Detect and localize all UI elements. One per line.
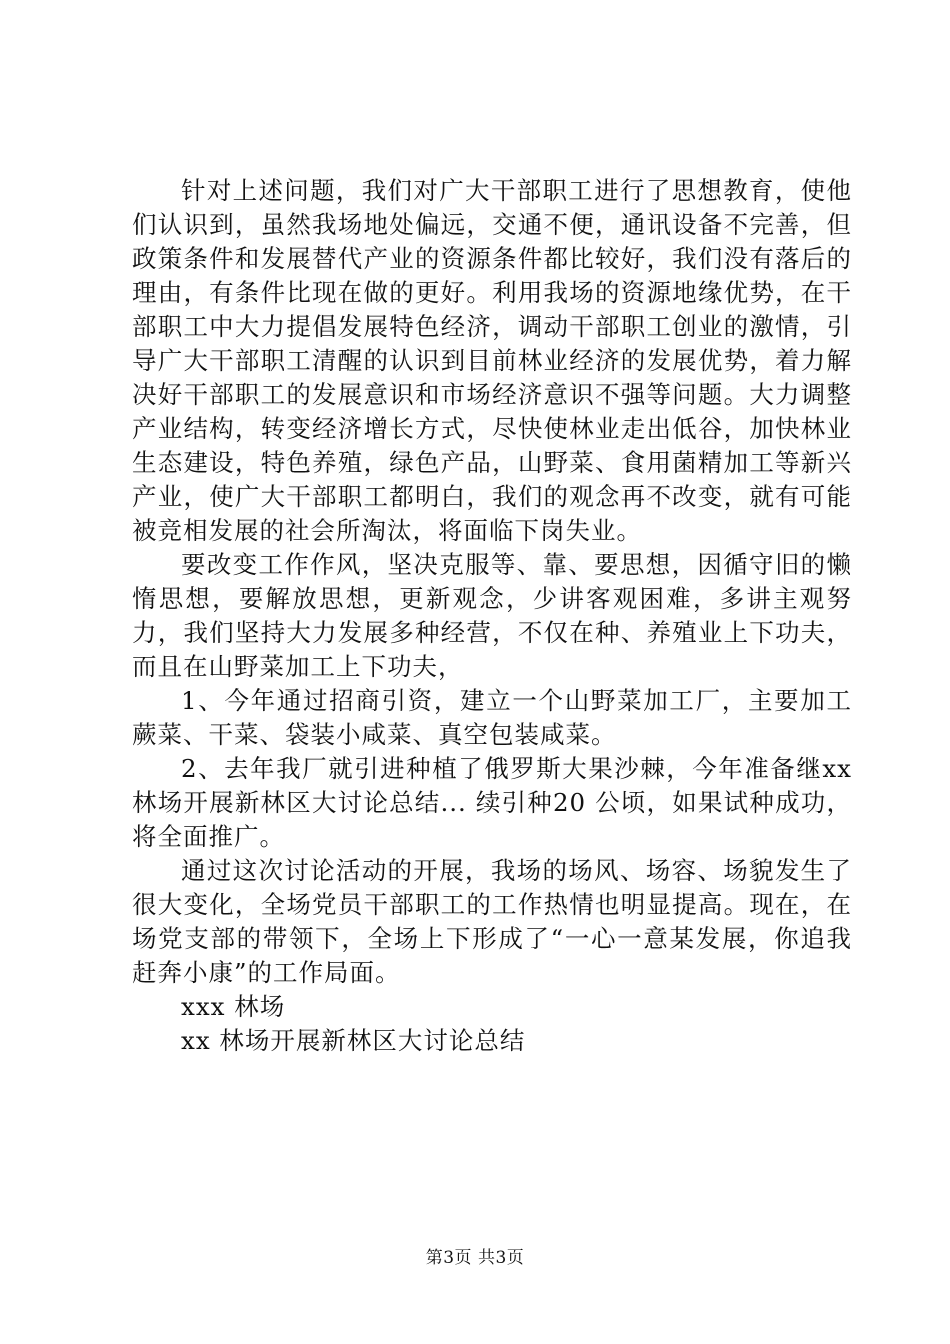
document-body <box>132 174 852 1058</box>
paragraph-work-style: 要改变工作作风，坚决克服等、靠、要思想，因循守旧的懒惰思想，要解放思想，更新观念，少讲客观困难，多讲主观努力，我们坚持大力发展多种经营，不仅在种、养殖业上下功夫，而且在山野菜加工上下功夫， <box>132 550 852 681</box>
signature-line: xxx 林场 <box>181 992 286 1021</box>
paragraph-item-2: 2、去年我厂就引进种植了俄罗斯大果沙棘，今年准备继xx 林场开展新林区大讨论总结... 续引种20 公顷，如果试种成功，将全面推广。 <box>132 754 852 851</box>
paragraph-item-1: 1、今年通过招商引资，建立一个山野菜加工厂，主要加工蕨菜、干菜、袋装小咸菜、真空包装咸菜。 <box>132 686 852 749</box>
document-title-line: xx 林场开展新林区大讨论总结 <box>181 1026 526 1055</box>
paragraph-ideological-education: 针对上述问题，我们对广大干部职工进行了思想教育，使他们认识到，虽然我场地处偏远，交通不便，通讯设备不完善，但政策条件和发展替代产业的资源条件都比较好，我们没有落后的理由，有条件比现在做的更好。利用我场的资源地缘优势，在干部职工中大力提倡发展特色经济，调动干部职工创业的激情，引导广大干部职工清醒的认识到目前林业经济的发展优势，着力解决好干部职工的发展意识和市场经济意识不强等问题。大力调整产业结构，转变经济增长方式，尽快使林业走出低谷，加快林业生态建设，特色养殖，绿色产品，山野菜、食用菌精加工等新兴产业，使广大干部职工都明白，我们的观念再不改变，就有可能被竞相发展的社会所淘汰，将面临下岗失业。 <box>132 176 852 545</box>
paragraph-conclusion: 通过这次讨论活动的开展，我场的场风、场容、场貌发生了很大变化，全场党员干部职工的工作热情也明显提高。现在，在场党支部的带领下，全场上下形成了“一心一意某发展，你追我赶奔小康”的工作局面。 <box>132 856 852 987</box>
page-footer: 第3页 共3页 <box>425 1248 525 1268</box>
